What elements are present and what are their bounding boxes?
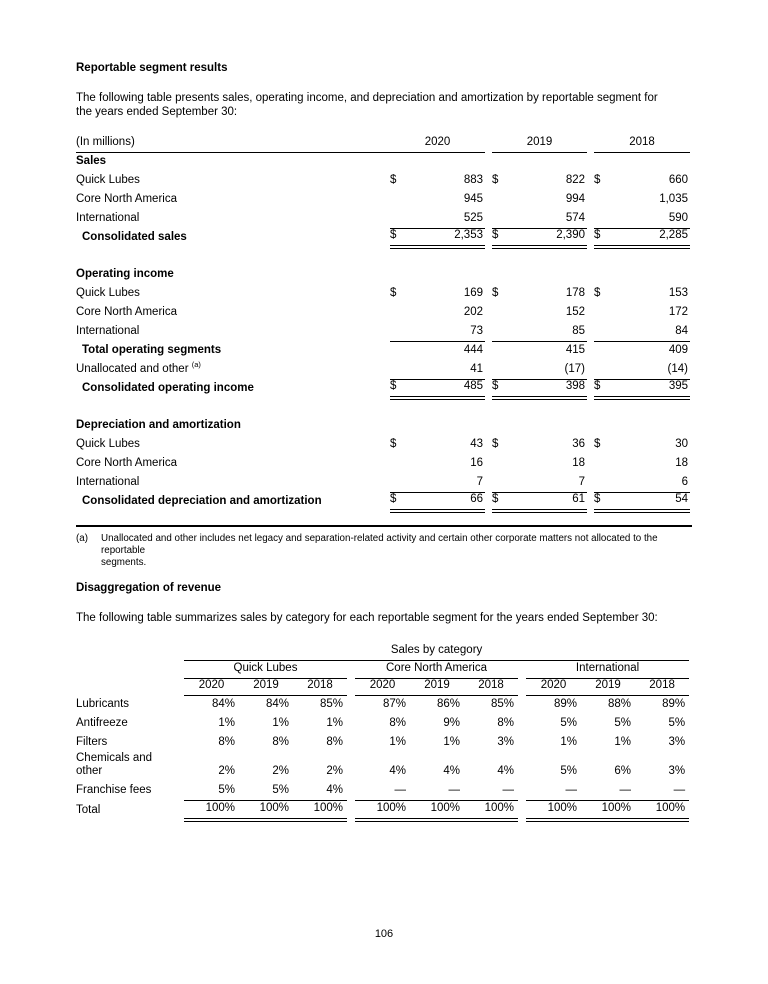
value-cell: 822 (565, 174, 585, 186)
value-cell: 8% (497, 717, 514, 729)
value-cell: 415 (565, 344, 585, 356)
table-row (76, 733, 689, 752)
value-cell: 994 (565, 193, 585, 205)
column-gap (347, 733, 355, 752)
value-cell: 5% (560, 765, 577, 777)
value-cell: 574 (510, 209, 587, 228)
table-row (76, 714, 689, 733)
currency-cell (594, 341, 612, 360)
section-heading-sales: Sales (76, 155, 107, 167)
currency-cell: $ (594, 174, 601, 186)
currency-cell (594, 322, 612, 341)
value-cell: 409 (668, 344, 688, 356)
year-header-row (76, 678, 689, 695)
currency-cell (390, 360, 408, 379)
group-header-row (76, 660, 689, 678)
value-cell: 7 (510, 473, 587, 492)
row-label: Core North America (76, 193, 177, 205)
value-cell: 1% (443, 736, 460, 748)
value-cell: 660 (668, 174, 688, 186)
currency-cell (390, 341, 408, 360)
value-cell: 18 (572, 457, 585, 469)
value-cell: 2% (326, 765, 343, 777)
column-header-year: 2018 (293, 678, 347, 695)
value-cell: 30 (675, 438, 688, 450)
value-cell: 525 (408, 209, 485, 228)
empty-cell (390, 416, 690, 435)
column-header-in-millions: (In millions) (76, 135, 390, 152)
column-gap (518, 781, 526, 800)
column-gap (485, 303, 492, 322)
value-cell: 7 (408, 473, 485, 492)
currency-cell (594, 360, 612, 379)
currency-cell (492, 360, 510, 379)
value-cell: 9% (443, 717, 460, 729)
value-cell: 73 (408, 322, 485, 341)
column-gap (485, 341, 492, 360)
table-row (76, 171, 690, 190)
footnote-marker: (a) (76, 533, 88, 544)
value-cell: 152 (565, 306, 585, 318)
row-label: International (76, 476, 140, 488)
currency-cell: $ (492, 492, 510, 511)
column-gap (347, 781, 355, 800)
value-cell: 590 (612, 209, 690, 228)
value-cell: — (581, 781, 635, 800)
footnote (76, 533, 692, 569)
column-gap (485, 379, 492, 398)
column-gap (518, 733, 526, 752)
value-cell: 16 (470, 457, 483, 469)
value-cell: 5% (184, 781, 239, 800)
value-cell: 485 (408, 379, 485, 398)
currency-cell: $ (492, 174, 499, 186)
value-cell: 66 (408, 492, 485, 511)
sales-by-category-table (76, 644, 689, 823)
column-gap (518, 678, 526, 695)
currency-cell (390, 454, 408, 473)
value-cell: 8% (389, 717, 406, 729)
value-cell: 1% (389, 736, 406, 748)
column-gap (347, 678, 355, 695)
value-cell: 87% (382, 698, 406, 710)
footnote-text (101, 533, 692, 569)
value-cell: 5% (560, 717, 577, 729)
table-header-row (76, 135, 690, 152)
value-cell: 3% (668, 736, 686, 748)
value-cell: 89% (553, 698, 577, 710)
intro-line: The following table presents sales, operating income, and depreciation and amortization by reportable segment for (76, 92, 658, 104)
total-label: Consolidated sales (82, 231, 187, 243)
column-gap (347, 660, 355, 678)
value-cell: 100% (410, 800, 464, 820)
column-gap (485, 360, 492, 379)
value-cell: 172 (668, 306, 688, 318)
currency-cell: $ (492, 287, 499, 299)
group-header-quick-lubes: Quick Lubes (184, 660, 347, 678)
column-gap (485, 492, 492, 511)
row-label: International (76, 325, 140, 337)
currency-cell: $ (390, 438, 397, 450)
currency-cell (594, 303, 612, 322)
currency-cell: $ (492, 438, 499, 450)
column-gap (587, 284, 594, 303)
intro-line: the years ended September 30: (76, 105, 238, 118)
row-label: International (76, 212, 140, 224)
value-cell: — (355, 781, 410, 800)
column-gap (587, 341, 594, 360)
value-cell: 85% (319, 698, 343, 710)
column-gap (485, 190, 492, 209)
value-cell: 4% (443, 765, 460, 777)
column-gap (518, 800, 526, 820)
value-cell: 3% (668, 765, 686, 777)
table-row (76, 284, 690, 303)
value-cell: 100% (635, 800, 689, 820)
column-gap (485, 435, 492, 454)
value-cell: 100% (581, 800, 635, 820)
value-cell: 2,390 (510, 228, 587, 247)
column-gap (587, 473, 594, 492)
value-cell: 1% (218, 717, 235, 729)
value-cell: 88% (607, 698, 631, 710)
column-gap (587, 303, 594, 322)
spacer-row (76, 398, 690, 416)
value-cell: 4% (389, 765, 406, 777)
value-cell: 1% (272, 717, 289, 729)
footnote-ref: (a) (191, 360, 201, 370)
value-cell: 100% (526, 800, 581, 820)
value-cell: 100% (239, 800, 293, 820)
page-number: 106 (374, 928, 394, 940)
column-gap (587, 435, 594, 454)
value-cell: 84 (612, 322, 690, 341)
value-cell: 41 (408, 360, 485, 379)
column-gap (587, 171, 594, 190)
column-gap (587, 379, 594, 398)
empty-cell (390, 152, 690, 171)
value-cell: 5% (668, 717, 686, 729)
row-label: Franchise fees (76, 784, 152, 796)
value-cell: 100% (184, 800, 239, 820)
section1-intro (76, 92, 692, 119)
value-cell: — (410, 781, 464, 800)
column-gap (518, 714, 526, 733)
value-cell: 169 (463, 287, 483, 299)
empty-cell (76, 678, 184, 695)
total-row (76, 800, 689, 820)
currency-cell (390, 190, 408, 209)
value-cell: 8% (272, 736, 289, 748)
row-label (76, 360, 390, 379)
column-header-year: 2019 (410, 678, 464, 695)
section1-title: Reportable segment results (76, 62, 228, 74)
column-header-year-2019: 2019 (492, 135, 587, 152)
value-cell: 5% (239, 781, 293, 800)
value-cell: 100% (355, 800, 410, 820)
row-label: Quick Lubes (76, 438, 140, 450)
value-cell: 100% (293, 800, 347, 820)
value-cell: 2% (272, 765, 289, 777)
value-cell: 100% (464, 800, 518, 820)
currency-cell (390, 303, 408, 322)
column-gap (485, 473, 492, 492)
spacer-row (76, 247, 690, 265)
table-title-row (76, 644, 689, 661)
total-label: Consolidated operating income (82, 382, 254, 394)
value-cell: 3% (497, 736, 514, 748)
column-header-year: 2019 (581, 678, 635, 695)
currency-cell (492, 341, 510, 360)
table-row (76, 209, 690, 228)
value-cell: 202 (463, 306, 483, 318)
value-cell: 178 (565, 287, 585, 299)
currency-cell (492, 190, 510, 209)
value-cell: 945 (463, 193, 483, 205)
column-gap (587, 190, 594, 209)
value-cell: 153 (668, 287, 688, 299)
total-row (76, 492, 690, 511)
value-cell: 2% (218, 765, 235, 777)
value-cell: 86% (436, 698, 460, 710)
currency-cell: $ (594, 379, 612, 398)
subtotal-label: Total operating segments (82, 344, 222, 356)
total-label: Consolidated depreciation and amortization (82, 495, 322, 507)
table-row (76, 435, 690, 454)
footnote-line: segments. (101, 557, 147, 568)
group-header-core-north-america: Core North America (355, 660, 518, 678)
table-row (76, 360, 690, 379)
currency-cell: $ (594, 492, 612, 511)
column-gap (485, 322, 492, 341)
currency-cell: $ (390, 228, 408, 247)
currency-cell: $ (594, 287, 601, 299)
column-gap (518, 695, 526, 714)
column-gap (485, 135, 492, 152)
value-cell: 4% (497, 765, 514, 777)
value-cell: 6% (614, 765, 631, 777)
subtotal-row (76, 341, 690, 360)
total-label: Total (76, 804, 101, 816)
value-cell: 1% (560, 736, 577, 748)
currency-cell: $ (390, 287, 397, 299)
value-cell: (17) (510, 360, 587, 379)
row-label: Core North America (76, 457, 177, 469)
column-gap (587, 209, 594, 228)
row-label: Antifreeze (76, 717, 128, 729)
column-gap (347, 695, 355, 714)
currency-cell (390, 473, 408, 492)
currency-cell (492, 473, 510, 492)
value-cell: 8% (326, 736, 343, 748)
column-header-year: 2020 (184, 678, 239, 695)
currency-cell (390, 322, 408, 341)
spacer (76, 247, 690, 265)
table-row (76, 454, 690, 473)
total-row (76, 228, 690, 247)
column-header-year: 2019 (239, 678, 293, 695)
currency-cell (390, 209, 408, 228)
column-header-year: 2020 (526, 678, 581, 695)
column-gap (587, 454, 594, 473)
value-cell: 395 (612, 379, 690, 398)
section-heading-row (76, 152, 690, 171)
value-cell: 1% (614, 736, 631, 748)
empty-cell (390, 265, 690, 284)
value-cell: 18 (675, 457, 688, 469)
currency-cell (594, 209, 612, 228)
column-header-year-2018: 2018 (594, 135, 690, 152)
column-gap (485, 209, 492, 228)
currency-cell (492, 209, 510, 228)
currency-cell (492, 303, 510, 322)
spacer (76, 398, 690, 416)
currency-cell: $ (594, 228, 612, 247)
column-gap (347, 800, 355, 820)
value-cell: 8% (218, 736, 235, 748)
empty-cell (76, 660, 184, 678)
row-label: Filters (76, 736, 108, 748)
table-row (76, 473, 690, 492)
value-cell: 398 (510, 379, 587, 398)
column-gap (587, 360, 594, 379)
footnote-rule (76, 525, 692, 527)
section-heading-row (76, 265, 690, 284)
currency-cell (594, 454, 612, 473)
table-row (76, 190, 690, 209)
currency-cell: $ (390, 379, 408, 398)
value-cell: — (635, 781, 689, 800)
value-cell: (14) (612, 360, 690, 379)
value-cell: 43 (470, 438, 483, 450)
column-gap (485, 284, 492, 303)
section2-title: Disaggregation of revenue (76, 582, 222, 594)
column-header-year: 2018 (635, 678, 689, 695)
section-heading-depreciation: Depreciation and amortization (76, 419, 241, 431)
column-gap (485, 228, 492, 247)
column-gap (347, 714, 355, 733)
empty-cell (76, 644, 184, 661)
value-cell: 85% (490, 698, 514, 710)
value-cell: 1,035 (659, 193, 688, 205)
column-gap (485, 454, 492, 473)
column-header-year-2020: 2020 (390, 135, 485, 152)
currency-cell (594, 473, 612, 492)
value-cell: 89% (662, 698, 686, 710)
table-row (76, 781, 689, 800)
column-gap (587, 322, 594, 341)
value-cell: 444 (463, 344, 483, 356)
row-label: Lubricants (76, 698, 130, 710)
row-label: Quick Lubes (76, 174, 140, 186)
value-cell: 1% (326, 717, 343, 729)
value-cell: 84% (265, 698, 289, 710)
value-cell: 54 (612, 492, 690, 511)
currency-cell: $ (390, 174, 397, 186)
table-title: Sales by category (184, 644, 689, 661)
value-cell: — (464, 781, 518, 800)
total-row (76, 379, 690, 398)
value-cell: 5% (614, 717, 631, 729)
table-row (76, 695, 689, 714)
value-cell: 2,353 (408, 228, 485, 247)
column-gap (518, 752, 526, 781)
table-row (76, 303, 690, 322)
column-gap (518, 660, 526, 678)
row-label: Quick Lubes (76, 287, 140, 299)
column-header-year: 2018 (464, 678, 518, 695)
segment-results-table (76, 135, 690, 513)
value-cell: 6 (612, 473, 690, 492)
column-gap (347, 752, 355, 781)
row-label-text: Unallocated and other (76, 363, 189, 375)
currency-cell: $ (492, 379, 510, 398)
currency-cell (492, 322, 510, 341)
value-cell: 85 (510, 322, 587, 341)
section2-intro: The following table summarizes sales by category for each reportable segment for the years ended September 30: (76, 612, 658, 624)
currency-cell: $ (390, 492, 408, 511)
value-cell: 61 (510, 492, 587, 511)
section-heading-operating-income: Operating income (76, 268, 174, 280)
currency-cell: $ (594, 438, 601, 450)
value-cell: 36 (572, 438, 585, 450)
column-header-year: 2020 (355, 678, 410, 695)
value-cell: 4% (293, 781, 347, 800)
currency-cell (492, 454, 510, 473)
value-cell: 2,285 (612, 228, 690, 247)
table-row (76, 322, 690, 341)
row-label: Core North America (76, 306, 177, 318)
currency-cell (594, 190, 612, 209)
column-gap (485, 171, 492, 190)
column-gap (587, 228, 594, 247)
value-cell: 883 (463, 174, 483, 186)
row-label: Chemicals and other (76, 752, 153, 777)
column-gap (587, 492, 594, 511)
table-row (76, 752, 689, 781)
footnote-line: Unallocated and other includes net legacy and separation-related activity and certain other corporate matters not allocated to the reportable (101, 533, 658, 556)
value-cell: 84% (211, 698, 235, 710)
currency-cell: $ (492, 228, 510, 247)
column-gap (587, 135, 594, 152)
section-heading-row (76, 416, 690, 435)
value-cell: — (526, 781, 581, 800)
group-header-international: International (526, 660, 689, 678)
